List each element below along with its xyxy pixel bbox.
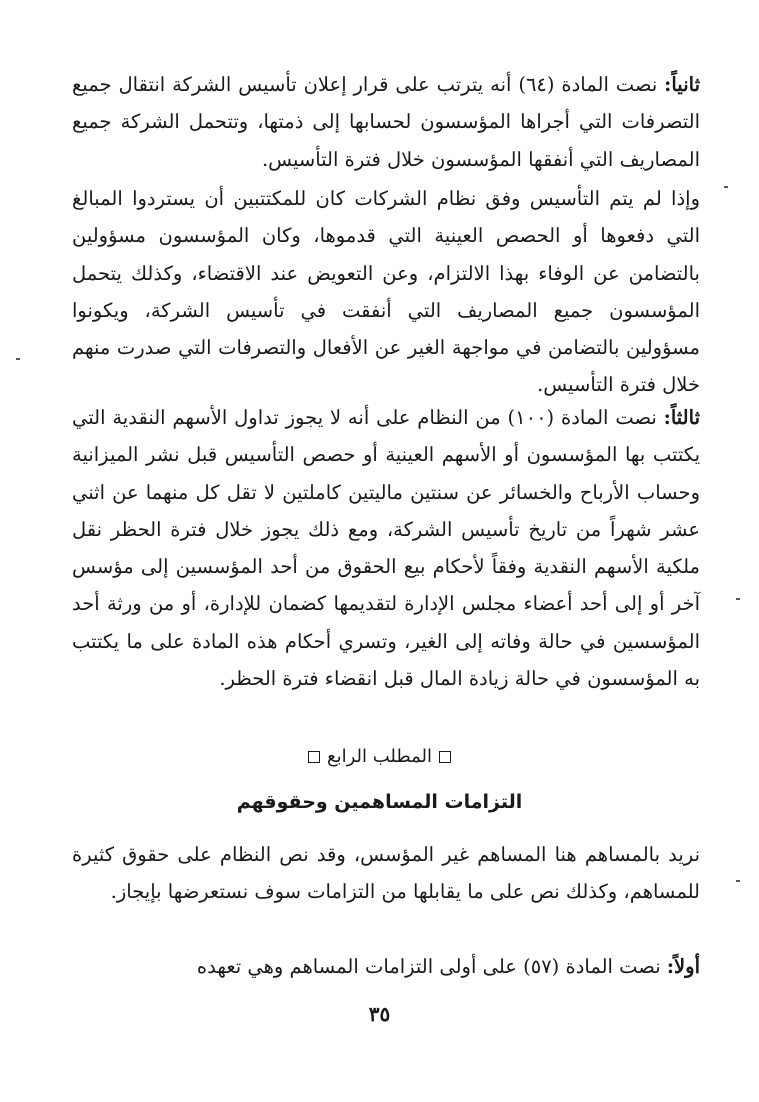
paragraph-text: نصت المادة (٦٤) أنه يترتب على قرار إعلان تأسيس الشركة انتقال جميع التصرفات التي أجراها المؤسسون لحسابها إلى ذمتها، وتتحمل الشركة جميع المصاريف التي أنفقها المؤسسون خلال فترة التأسيس. <box>72 73 700 171</box>
paragraph-nurid <box>72 836 700 911</box>
paragraph-text: نصت المادة (١٠٠) من النظام على أنه لا يجوز تداول الأسهم النقدية التي يكتتب بها المؤسسون أو الأسهم العينية أو حصص التأسيس قبل نشر الميزانية وحساب الأرباح والخسائر عن سنتين ماليتين كاملتين لا تقل كل منهما عن اثني عشر شهراً من تاريخ تأسيس الشركة، ومع ذلك يجوز خلال فترة الحظر نقل ملكية الأسهم النقدية وفقاً لأحكام بيع الحقوق من أحد المؤسسين إلى مؤسس آخر أو إلى أحد أعضاء مجلس الإدارة لتقديمها كضمان للإدارة، أو من ورثة أحد المؤسسين في حالة وفاته إلى الغير، وتسري أحكام هذه المادة على ما يكتتب به المؤسسون في حالة زيادة المال قبل انقضاء فترة الحظر. <box>72 406 700 691</box>
paragraph-label: ثالثاً: <box>663 406 700 429</box>
section-label <box>0 744 759 770</box>
paragraph-text: نريد بالمساهم هنا المساهم غير المؤسس، وقد نص النظام على حقوق كثيرة للمساهم، وكذلك نص على ما يقابلها من التزامات سوف نستعرضها بإيجاز. <box>72 843 700 904</box>
paragraph-label: أولاً: <box>666 955 700 978</box>
paragraph-text: وإذا لم يتم التأسيس وفق نظام الشركات كان للمكتتبين أن يستردوا المبالغ التي دفعوها أو الحصص العينية التي قدموها، وكان المؤسسون مسؤولين بالتضامن عن الوفاء بهذا الالتزام، وعن التعويض عند الاقتضاء، وكذلك يتحمل المؤسسون جميع المصاريف التي أنفقت في تأسيس الشركة، ويكونوا مسؤولين بالتضامن في مواجهة الغير عن الأفعال والتصرفات التي صدرت منهم خلال فترة التأسيس. <box>72 187 700 397</box>
paragraph-thaniyan <box>72 66 700 178</box>
section-label-text: المطلب الرابع <box>326 746 433 767</box>
paragraph-label: ثانياً: <box>664 73 700 96</box>
margin-mark <box>724 186 728 188</box>
page-number: ٣٥ <box>368 1002 391 1026</box>
paragraph-thalithan <box>72 399 700 697</box>
margin-mark <box>736 598 740 600</box>
paragraph-text: نصت المادة (٥٧) على أولى التزامات المساهم وهي تعهده <box>196 955 667 978</box>
margin-mark <box>16 358 20 360</box>
paragraph-awwalan <box>72 948 700 985</box>
square-bullet-icon <box>308 751 320 763</box>
margin-mark <box>736 880 740 882</box>
square-bullet-icon <box>439 751 451 763</box>
section-title: التزامات المساهمين وحقوقهم <box>236 791 523 813</box>
paragraph-idha <box>72 180 700 404</box>
